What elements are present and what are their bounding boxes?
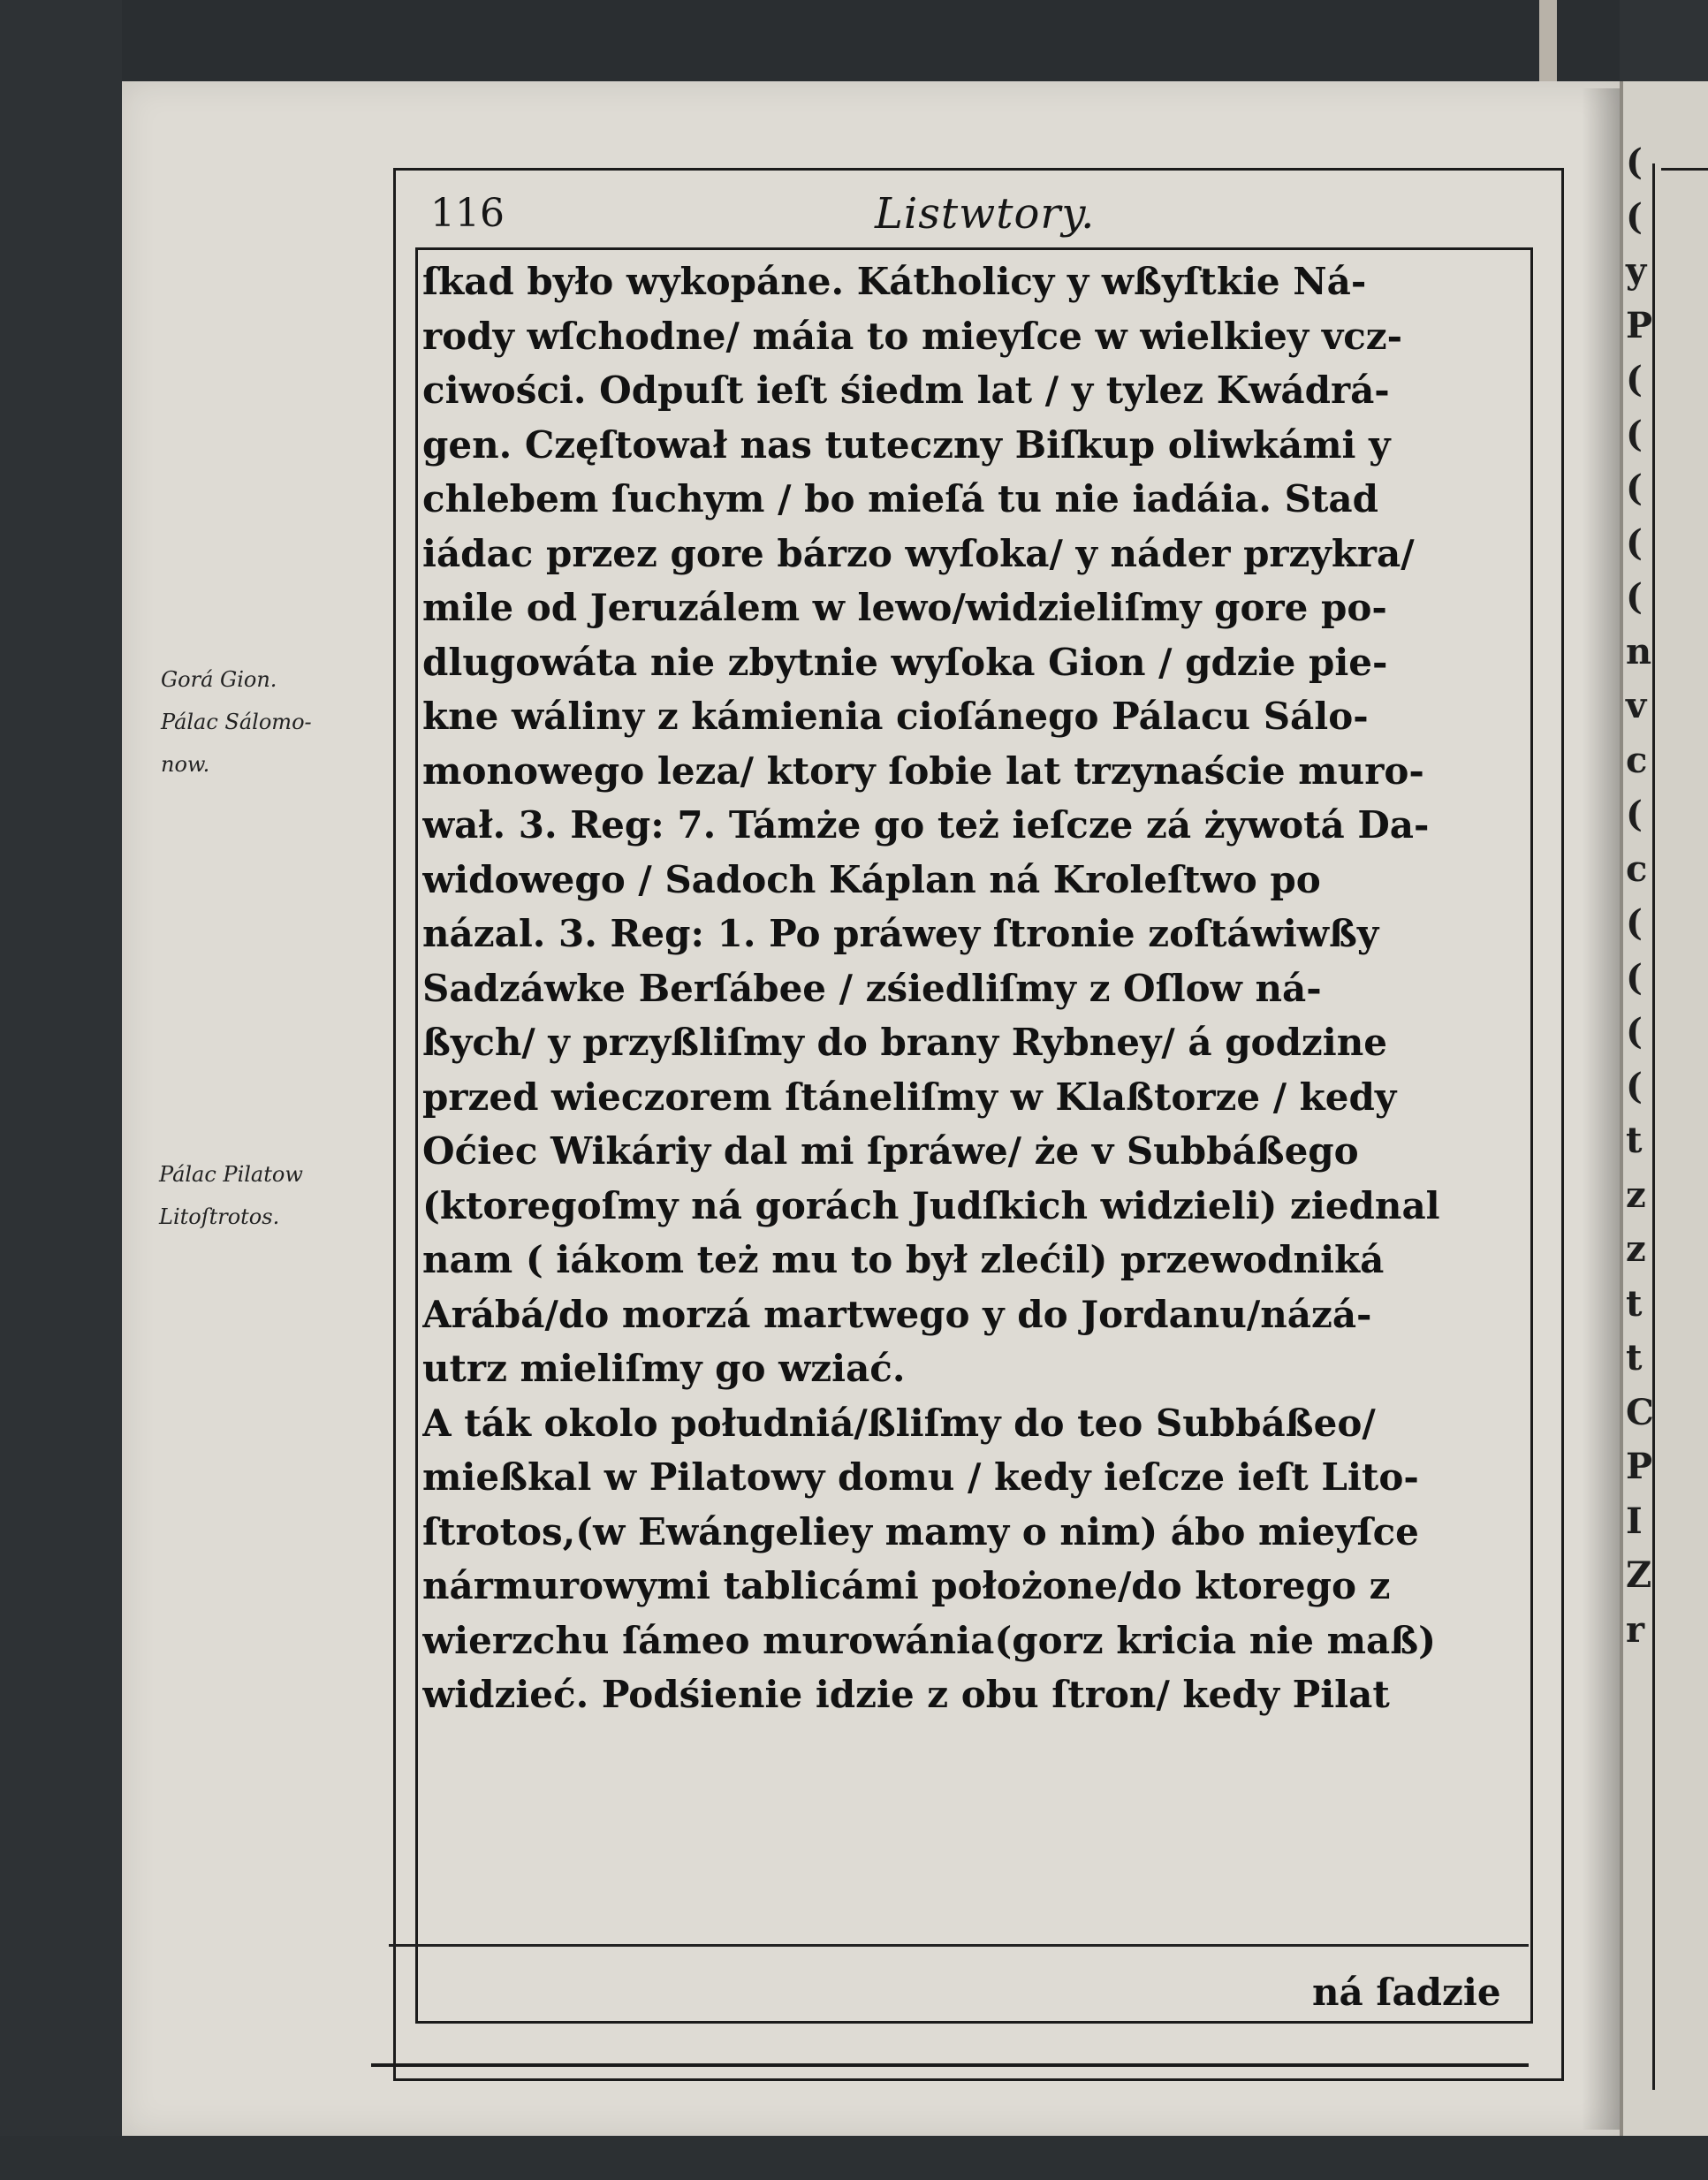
margin-note-gion bbox=[161, 658, 312, 786]
facing-page-letter: P bbox=[1626, 1446, 1653, 1487]
facing-page-letter: ( bbox=[1626, 195, 1643, 238]
facing-page-letter: ( bbox=[1626, 902, 1643, 944]
text-line: mießkal w Pilatowy domu / kedy ieſcze ieſt Lito- bbox=[422, 1455, 1419, 1499]
text-frame-bottom-rule bbox=[371, 2063, 1529, 2067]
facing-page-letter: I bbox=[1626, 1500, 1643, 1542]
facing-page-letter: ( bbox=[1626, 1065, 1643, 1107]
facing-page-letter: t bbox=[1626, 1120, 1643, 1161]
margin-note-line: Gorá Gion. bbox=[161, 667, 277, 692]
facing-page-letter: n bbox=[1626, 630, 1652, 672]
scan-background-top bbox=[122, 0, 1620, 81]
text-line: ſtrotos,(w Ewángeliey mamy o nim) ábo mieyſce bbox=[422, 1509, 1419, 1553]
facing-page-letter: ( bbox=[1626, 521, 1643, 564]
text-line: gen. Częſtował nas tuteczny Biſkup oliwkámi y bbox=[422, 422, 1391, 467]
text-line: monowego leza/ ktory ſobie lat trzynaście muro- bbox=[422, 748, 1424, 793]
text-line: názal. 3. Reg: 1. Po práwey ſtronie zoſtáwiwßy bbox=[422, 912, 1379, 955]
running-head: Listwtory. bbox=[875, 189, 1096, 239]
facing-page-letter: v bbox=[1626, 685, 1647, 726]
text-line: widowego / Sadoch Káplan ná Kroleſtwo po bbox=[422, 857, 1321, 901]
facing-page-letter: y bbox=[1626, 250, 1647, 292]
facing-page-letter: t bbox=[1626, 1282, 1643, 1325]
facing-page-letter: ( bbox=[1626, 576, 1643, 618]
page-edge-strip bbox=[1539, 0, 1557, 81]
text-line: wierzchu ſámeo murowánia(gorz kricia nie maß) bbox=[422, 1618, 1437, 1662]
facing-page-letter: ( bbox=[1626, 467, 1643, 509]
text-line: widzieć. Podśienie idzie z obu ſtron/ kedy Pilat bbox=[422, 1673, 1390, 1716]
text-line: kne wáliny z kámienia cioſánego Pálacu Sálo- bbox=[422, 695, 1369, 738]
scan-background-bottom bbox=[0, 2136, 1708, 2180]
text-line: nam ( iákom też mu to był zlećil) przewodniká bbox=[422, 1238, 1385, 1281]
text-line: iádac przez gore bárzo wyſoka/ y náder przykra/ bbox=[422, 531, 1415, 575]
facing-page-letter: ( bbox=[1626, 141, 1643, 183]
page-header bbox=[420, 184, 1524, 246]
text-line: utrz mieliſmy go wziać. bbox=[422, 1347, 906, 1390]
catchword: ná ſadzie bbox=[1312, 1971, 1501, 2014]
facing-page-letter: C bbox=[1626, 1391, 1654, 1433]
text-line: nármurowymi tablicámi położone/do ktorego z bbox=[422, 1564, 1391, 1607]
text-line: przed wieczorem ſtáneliſmy w Klaßtorze / kedy bbox=[422, 1075, 1397, 1119]
text-line: ßych/ y przyßliſmy do brany Rybney/ á godzine bbox=[422, 1021, 1387, 1064]
facing-page-letter: ( bbox=[1626, 1011, 1643, 1052]
text-line: Oćiec Wikáriy dal mi ſpráwe/ że v Subbáßego bbox=[422, 1129, 1359, 1173]
text-line: chlebem ſuchym / bo mieſá tu nie iadáia. Stad bbox=[422, 477, 1378, 520]
facing-page-letter: ( bbox=[1626, 413, 1643, 455]
margin-note-line: Litoſtrotos. bbox=[159, 1204, 280, 1229]
book-gutter-shadow bbox=[1582, 88, 1624, 2130]
facing-page-letter: r bbox=[1626, 1608, 1645, 1651]
facing-page-letter: c bbox=[1626, 739, 1648, 781]
margin-note-line: now. bbox=[161, 752, 210, 777]
facing-page-letter: z bbox=[1626, 1174, 1646, 1216]
facing-page-text-fragment bbox=[1626, 141, 1705, 1663]
text-frame-lower-rule bbox=[389, 1944, 1529, 1947]
body-text bbox=[422, 254, 1529, 1722]
text-line: (ktoregoſmy ná gorách Judſkich widzieli) ziednal bbox=[422, 1183, 1440, 1227]
facing-page-letter: Z bbox=[1626, 1554, 1652, 1596]
facing-page-letter: ( bbox=[1626, 794, 1643, 835]
facing-page-letter: P bbox=[1626, 304, 1653, 346]
text-line: mile od Jeruzálem w lewo/widzieliſmy gore po- bbox=[422, 586, 1387, 629]
scan-background-left bbox=[0, 0, 122, 2180]
text-line: ſkad było wykopáne. Kátholicy y wßyſtkie Ná- bbox=[422, 260, 1367, 303]
page-number: 116 bbox=[430, 191, 505, 236]
text-line: rody wſchodne/ máia to mieyſce w wielkiey vcz- bbox=[422, 314, 1403, 358]
facing-page-letter: c bbox=[1626, 847, 1648, 890]
facing-page-letter: ( bbox=[1626, 359, 1643, 400]
text-line: ciwości. Odpuſt ieſt śiedm lat / y tylez Kwádrá- bbox=[422, 368, 1390, 412]
facing-page-letter: ( bbox=[1626, 956, 1643, 999]
margin-note-pilat bbox=[159, 1153, 303, 1238]
text-line: A ták okolo południá/ßliſmy do teo Subbáßeo/ bbox=[422, 1401, 1376, 1445]
text-line: dlugowáta nie zbytnie wyſoka Gion / gdzie pie- bbox=[422, 640, 1388, 684]
margin-note-line: Pálac Pilatow bbox=[159, 1162, 303, 1187]
text-line: Arábá/do morzá martwego y do Jordanu/názá- bbox=[422, 1292, 1372, 1336]
facing-page-letter: t bbox=[1626, 1337, 1643, 1379]
text-line: Sadzáwke Berſábee / zśiedliſmy z Oſlow ná- bbox=[422, 966, 1322, 1010]
facing-page-letter: z bbox=[1626, 1228, 1646, 1270]
margin-note-line: Pálac Sálomo- bbox=[161, 710, 312, 734]
text-line: wał. 3. Reg: 7. Támże go też ieſcze zá żywotá Da- bbox=[422, 803, 1430, 847]
